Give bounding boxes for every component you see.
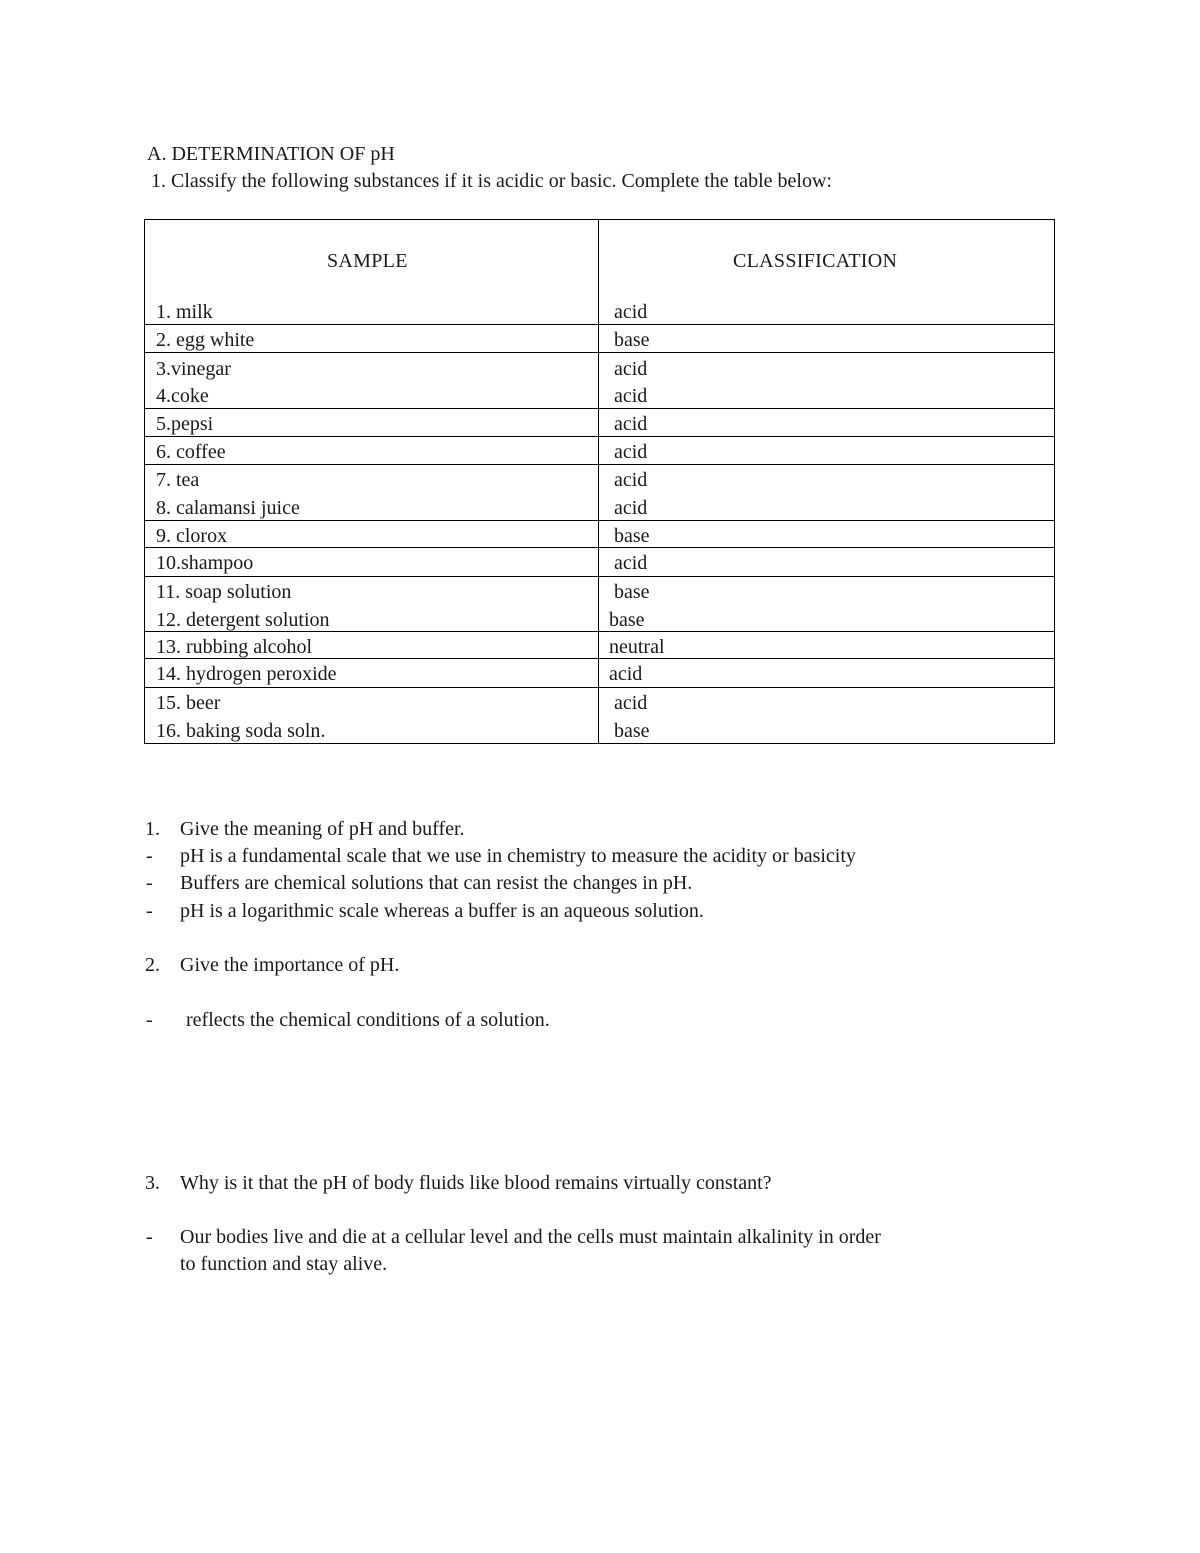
sample-cell: 2. egg white	[156, 329, 255, 351]
row-divider	[145, 631, 1054, 632]
sample-cell: 1. milk	[156, 301, 213, 323]
classification-cell: base	[614, 720, 650, 742]
classification-cell: acid	[614, 469, 648, 491]
row-divider	[145, 687, 1054, 688]
row-divider	[145, 324, 1054, 325]
classification-cell: acid	[614, 413, 648, 435]
sample-cell: 6. coffee	[156, 441, 226, 463]
classification-cell: acid	[614, 552, 648, 574]
sample-cell: 15. beer	[156, 692, 221, 714]
row-divider	[145, 408, 1054, 409]
classification-cell: base	[614, 581, 650, 603]
table-instruction: 1. Classify the following substances if it is acidic or basic. Complete the table below:	[151, 170, 832, 192]
question-text: Give the meaning of pH and buffer.	[180, 818, 465, 840]
classification-cell: base	[609, 609, 645, 631]
row-divider	[145, 352, 1054, 353]
classification-cell: acid	[609, 663, 643, 685]
sample-cell: 14. hydrogen peroxide	[156, 663, 337, 685]
question-number: 2.	[145, 954, 160, 976]
question-number: 1.	[145, 818, 160, 840]
header-classification: CLASSIFICATION	[733, 250, 898, 272]
answer-text: Buffers are chemical solutions that can resist the changes in pH.	[180, 872, 693, 894]
column-divider	[598, 220, 599, 743]
sample-cell: 16. baking soda soln.	[156, 720, 326, 742]
sample-cell: 9. clorox	[156, 525, 228, 547]
answer-text: reflects the chemical conditions of a solution.	[186, 1009, 550, 1031]
sample-cell: 3.vinegar	[156, 358, 231, 380]
classification-cell: acid	[614, 301, 648, 323]
sample-cell: 10.shampoo	[156, 552, 254, 574]
section-heading: A. DETERMINATION OF pH	[147, 143, 395, 165]
bullet-dash: -	[146, 1009, 153, 1031]
classification-cell: acid	[614, 692, 648, 714]
classification-cell: acid	[614, 497, 648, 519]
sample-cell: 8. calamansi juice	[156, 497, 300, 519]
row-divider	[145, 464, 1054, 465]
bullet-dash: -	[146, 1226, 153, 1248]
classification-table	[144, 219, 1055, 744]
row-divider	[145, 547, 1054, 548]
row-divider	[145, 436, 1054, 437]
question-number: 3.	[145, 1172, 160, 1194]
bullet-dash: -	[146, 872, 153, 894]
answer-text: pH is a logarithmic scale whereas a buffer is an aqueous solution.	[180, 900, 704, 922]
answer-text: to function and stay alive.	[180, 1253, 388, 1275]
sample-cell: 11. soap solution	[156, 581, 292, 603]
bullet-dash: -	[146, 900, 153, 922]
row-divider	[145, 520, 1054, 521]
sample-cell: 5.pepsi	[156, 413, 214, 435]
sample-cell: 12. detergent solution	[156, 609, 330, 631]
classification-cell: acid	[614, 441, 648, 463]
classification-cell: acid	[614, 385, 648, 407]
answer-text: Our bodies live and die at a cellular level and the cells must maintain alkalinity in order	[180, 1226, 881, 1248]
bullet-dash: -	[146, 845, 153, 867]
classification-cell: neutral	[609, 636, 665, 658]
sample-cell: 7. tea	[156, 469, 200, 491]
question-text: Give the importance of pH.	[180, 954, 400, 976]
sample-cell: 4.coke	[156, 385, 209, 407]
answer-text: pH is a fundamental scale that we use in chemistry to measure the acidity or basicity	[180, 845, 856, 867]
classification-cell: base	[614, 329, 650, 351]
question-text: Why is it that the pH of body fluids like blood remains virtually constant?	[180, 1172, 772, 1194]
row-divider	[145, 576, 1054, 577]
classification-cell: base	[614, 525, 650, 547]
sample-cell: 13. rubbing alcohol	[156, 636, 313, 658]
header-sample: SAMPLE	[327, 250, 408, 272]
classification-cell: acid	[614, 358, 648, 380]
row-divider	[145, 658, 1054, 659]
